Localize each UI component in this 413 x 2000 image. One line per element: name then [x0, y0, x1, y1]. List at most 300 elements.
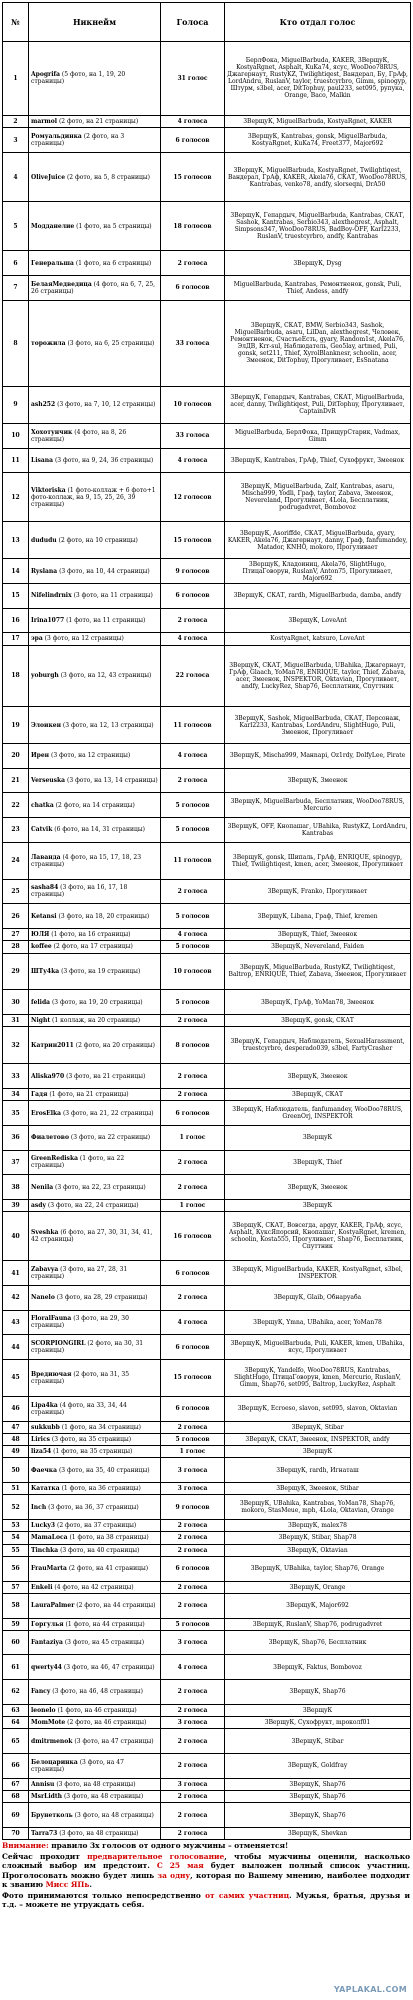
row-voters: 3ВерщуК, СКАТ, MiguelBarbuda, UBahika, Джагернаут, ГрАф, Glaach, YoMan78, ENRIQUE, taylor, Thief, Zabava, acer, Змеенок, INSPEKTOR, Oktavian, Прогуливает, andfy, LuckyRez, Shap76, Бесплатник, Спуттник — [225, 645, 411, 707]
row-voters: 3ВерщуК, Змеенок — [225, 1175, 411, 1200]
table-row — [3, 928, 411, 940]
row-voters: 3ВерщуК, Shap76 — [225, 1680, 411, 1705]
table-row — [3, 1446, 411, 1458]
table-row — [3, 904, 411, 929]
row-nickname-cell — [29, 1089, 161, 1101]
row-nickname-cell — [29, 633, 161, 645]
row-nickname-cell — [29, 1335, 161, 1360]
row-nickname-cell — [29, 1532, 161, 1544]
row-vote-count: 18 голосов — [161, 202, 225, 251]
row-number: 24 — [3, 842, 29, 879]
row-number: 49 — [3, 1446, 29, 1458]
row-nickname: ash252 — [31, 401, 56, 409]
row-photo-info: (3 фото, на 40 страницы) — [60, 1546, 140, 1554]
row-voters: 3ВерщуК, Shevkan — [225, 1827, 411, 1839]
row-number: 28 — [3, 941, 29, 953]
row-vote-count: 1 голос — [161, 1125, 225, 1150]
row-photo-info: (3 фото, на 19, 20 страницы) — [51, 998, 143, 1006]
row-nickname: yoburgh — [31, 672, 59, 680]
row-voters: 3ВерщуК — [225, 1125, 411, 1150]
row-vote-count: 6 голосов — [161, 1556, 225, 1581]
info-paragraph — [2, 1852, 410, 1889]
row-nickname: MomMote — [31, 1719, 66, 1727]
row-photo-info: (2 фото, на 3 страницы) — [31, 133, 125, 148]
row-number: 54 — [3, 1532, 29, 1544]
row-photo-info: (3 фото, на 48 страницы) — [74, 1811, 154, 1819]
table-row — [3, 276, 411, 301]
row-voters: 3ВерщуК, Faktus, Bombovoz — [225, 1655, 411, 1680]
row-number: 62 — [3, 1680, 29, 1705]
row-vote-count: 5 голосов — [161, 1618, 225, 1630]
row-nickname: marmol — [31, 118, 58, 126]
header-votes: Голоса — [161, 3, 225, 42]
row-nickname: Enkeli — [31, 1583, 53, 1591]
row-nickname-cell — [29, 1212, 161, 1261]
row-nickname: dmitrmenok — [31, 1737, 73, 1745]
row-nickname: Ketansi — [31, 912, 57, 920]
row-vote-count: 2 голоса — [161, 1544, 225, 1556]
row-nickname-cell — [29, 1483, 161, 1495]
table-row — [3, 559, 411, 584]
row-voters: 3ВерщуК, LoveAnt — [225, 608, 411, 633]
row-nickname-cell — [29, 1495, 161, 1520]
row-nickname-cell — [29, 768, 161, 793]
row-number: 32 — [3, 1027, 29, 1064]
row-vote-count: 3 голоса — [161, 1483, 225, 1495]
row-number: 6 — [3, 251, 29, 276]
row-nickname-cell — [29, 1717, 161, 1729]
row-photo-info: (2 фото, на 20 страницы) — [75, 1041, 155, 1049]
row-nickname: БелаяМедведица — [31, 280, 92, 288]
row-voters: 3ВерщуК, СКАТ — [225, 1089, 411, 1101]
row-number: 64 — [3, 1717, 29, 1729]
table-row — [3, 1175, 411, 1200]
row-vote-count: 2 голоса — [161, 1089, 225, 1101]
row-photo-info: (1 фото, на 44 страницы) — [65, 1620, 145, 1628]
row-number: 44 — [3, 1335, 29, 1360]
row-photo-info: (3 фото, на 35 страницы) — [51, 1435, 132, 1443]
table-row — [3, 879, 411, 904]
row-vote-count: 5 голосов — [161, 1433, 225, 1445]
table-row — [3, 1717, 411, 1729]
row-nickname-cell — [29, 1753, 161, 1778]
warning-label: Внимание: — [2, 1841, 49, 1850]
table-row — [3, 990, 411, 1015]
row-voters: 3ВерщуК, Shap76 — [225, 1778, 411, 1790]
row-number: 21 — [3, 768, 29, 793]
row-voters: 3ВерщуК — [225, 1199, 411, 1211]
row-number: 68 — [3, 1790, 29, 1802]
row-vote-count: 11 голосов — [161, 707, 225, 744]
row-nickname: ШТу4ka — [31, 967, 60, 975]
row-photo-info: (1 фото, на 5 страницы) — [76, 222, 152, 230]
row-photo-info: (4 фото, на 15, 17, 18, 23 страницы) — [31, 853, 142, 868]
table-row — [3, 1458, 411, 1483]
row-voters: 3ВерщуК, MiguelBarbuda, KAKER, KostyaRgnet, s3bel, INSPEKTOR — [225, 1261, 411, 1286]
table-row — [3, 941, 411, 953]
row-number: 11 — [3, 448, 29, 473]
row-voters: 3ВерщуК, MiguelBarbuda, Zalf, Kantrabas, asaru, Mischa999, Yodli, Граф, taylor, Zabava, Змеенок, Nevereland, Прогуливает, 4Lola, Бесплатник, podrugadvret, Bombovoz — [225, 473, 411, 522]
row-number: 50 — [3, 1458, 29, 1483]
row-photo-info: (3 фото, на 7, 10, 12 страницы) — [57, 401, 156, 409]
site-watermark: YAPLAKAL.COM — [333, 1985, 407, 1994]
row-vote-count: 2 голоса — [161, 1729, 225, 1754]
row-voters: 3ВерщуК, Shap76 — [225, 1790, 411, 1802]
highlight: Мисс ЯПь — [45, 1879, 90, 1889]
table-row — [3, 42, 411, 116]
row-number: 7 — [3, 276, 29, 301]
row-voters: 3ВерщуК, Mischa999, Maнnapi, Oz1rdy, DolfyLee, Pirate — [225, 744, 411, 769]
row-nickname: эра — [31, 635, 43, 643]
row-vote-count: 3 голоса — [161, 1630, 225, 1655]
row-nickname-cell — [29, 1125, 161, 1150]
row-vote-count: 16 голосов — [161, 1212, 225, 1261]
row-number: 1 — [3, 42, 29, 116]
table-row — [3, 1101, 411, 1126]
row-nickname: Lucky3 — [31, 1522, 56, 1530]
row-photo-info: (3 фото, на 21, 22 страницы) — [62, 1109, 154, 1117]
row-vote-count: 11 голосов — [161, 842, 225, 879]
row-voters: 3ВерщуК, Shap76, Бесплатник — [225, 1630, 411, 1655]
row-photo-info: (2 фото, на 44 страницы) — [76, 1602, 156, 1610]
table-row — [3, 1803, 411, 1828]
text: Фото принимаются только непосредственно — [2, 1891, 206, 1901]
text: . Мужья, братья, друзья и т.д. – можете не утруждать себя. — [2, 1891, 410, 1910]
row-photo-info: (2 фото, на 30, 31 страницы) — [31, 1340, 144, 1355]
table-row — [3, 1520, 411, 1532]
row-number: 63 — [3, 1704, 29, 1716]
row-nickname: Вредиючая — [31, 1370, 72, 1378]
row-nickname: торожила — [31, 339, 66, 347]
row-nickname-cell — [29, 904, 161, 929]
table-row — [3, 300, 411, 386]
row-nickname: koffee — [31, 943, 52, 951]
row-vote-count: 3 голоса — [161, 1717, 225, 1729]
table-row — [3, 1630, 411, 1655]
row-nickname: Lirics — [31, 1435, 50, 1443]
row-photo-info: (1 фото, на 34 страницы) — [61, 1423, 141, 1431]
row-nickname: Ромуальдинка — [31, 133, 82, 141]
row-nickname-cell — [29, 1310, 161, 1335]
row-nickname-cell — [29, 1446, 161, 1458]
row-vote-count: 1 голос — [161, 1199, 225, 1211]
row-nickname-cell — [29, 1778, 161, 1790]
row-vote-count: 4 голоса — [161, 633, 225, 645]
row-vote-count: 15 голосов — [161, 152, 225, 201]
row-voters: 3ВерщуК, Franko, Прогуливает — [225, 879, 411, 904]
row-number: 34 — [3, 1089, 29, 1101]
row-nickname-cell — [29, 276, 161, 301]
row-number: 59 — [3, 1618, 29, 1630]
row-photo-info: (3 фото, на 16, 17, 18 страницы) — [31, 884, 128, 899]
row-number: 48 — [3, 1433, 29, 1445]
row-vote-count: 5 голосов — [161, 990, 225, 1015]
row-photo-info: (3 фото, на 19 страницы) — [61, 967, 141, 975]
row-nickname-cell — [29, 1101, 161, 1126]
row-photo-info: (1 фото, на 35 страницы) — [53, 1448, 133, 1456]
row-voters: 3ВерщуК, UBahika, Kantrabas, YoMan78, Shap76, mokoro, StasMeue, mph, 4Lola, Oktavian, Orange — [225, 1495, 411, 1520]
row-photo-info: (3 фото, на 13, 14 страницы) — [67, 777, 158, 785]
row-nickname-cell — [29, 202, 161, 251]
row-nickname: Viktoriska — [31, 486, 66, 494]
row-nickname-cell — [29, 473, 161, 522]
row-vote-count: 2 голоса — [161, 879, 225, 904]
row-number: 67 — [3, 1778, 29, 1790]
header-voters: Кто отдал голос — [225, 3, 411, 42]
row-vote-count: 5 голосов — [161, 904, 225, 929]
table-row — [3, 1680, 411, 1705]
row-number: 36 — [3, 1125, 29, 1150]
row-nickname-cell — [29, 448, 161, 473]
row-number: 16 — [3, 608, 29, 633]
row-nickname-cell — [29, 1261, 161, 1286]
row-voters: 3ВерщуК, Oktavian — [225, 1544, 411, 1556]
row-voters: 3ВерщуК, RuslanV, Shap76, podrugadvret — [225, 1618, 411, 1630]
row-vote-count: 10 голосов — [161, 386, 225, 423]
highlight: за одну — [157, 1870, 191, 1880]
row-nickname-cell — [29, 423, 161, 448]
row-nickname: Горгулья — [31, 1620, 64, 1628]
row-vote-count: 6 голосов — [161, 1101, 225, 1126]
row-vote-count: 2 голоса — [161, 768, 225, 793]
row-nickname-cell — [29, 1680, 161, 1705]
table-row — [3, 1753, 411, 1778]
row-number: 15 — [3, 584, 29, 609]
row-nickname: MamaLoca — [31, 1534, 68, 1542]
row-vote-count: 2 голоса — [161, 608, 225, 633]
table-row — [3, 1581, 411, 1593]
row-photo-info: (4 фото, на 6, 7, 25, 26 страницы) — [31, 280, 156, 295]
row-nickname: Night — [31, 1017, 51, 1025]
row-voters: 3ВерщуК, MiguelBarbuda, RustyKZ, Twilightiqest, Baltrop, ENRIQUE, Thief, Zabava, Змеенок, Прогуливает — [225, 953, 411, 990]
row-number: 43 — [3, 1310, 29, 1335]
row-vote-count: 9 голосов — [161, 1495, 225, 1520]
row-nickname-cell — [29, 251, 161, 276]
row-voters: 3ВерщуК, UBahika, taylor, Shap76, Orange — [225, 1556, 411, 1581]
row-vote-count: 2 голоса — [161, 1680, 225, 1705]
row-nickname: Фаечка — [31, 1466, 58, 1474]
row-nickname-cell — [29, 1729, 161, 1754]
row-vote-count: 3 голоса — [161, 1458, 225, 1483]
row-number: 46 — [3, 1396, 29, 1421]
row-nickname: Хохотунчик — [31, 428, 73, 436]
row-nickname-cell — [29, 1458, 161, 1483]
row-nickname-cell — [29, 1581, 161, 1593]
row-photo-info: (2 фото, на 14 страницы) — [55, 801, 135, 809]
row-photo-info: (2 фото, на 46 страницы) — [67, 1719, 147, 1727]
warning-note — [2, 1841, 410, 1850]
row-nickname: Nifelindrnix — [31, 592, 72, 600]
table-row — [3, 1212, 411, 1261]
row-vote-count: 6 голосов — [161, 128, 225, 153]
row-voters: 3ВерщуК, Змеенок — [225, 768, 411, 793]
row-photo-info: (3 фото, на 47 страницы) — [74, 1737, 154, 1745]
highlight: С 25 мая — [156, 1861, 204, 1871]
row-nickname: ErosElka — [31, 1109, 62, 1117]
table-row — [3, 1778, 411, 1790]
table-row — [3, 1421, 411, 1433]
row-photo-info: (3 фото, на 9, 24, 36 страницы) — [54, 456, 154, 464]
row-voters: 3ВерщуК — [225, 1704, 411, 1716]
row-number: 5 — [3, 202, 29, 251]
row-number: 58 — [3, 1593, 29, 1618]
row-vote-count: 6 голосов — [161, 1396, 225, 1421]
row-photo-info: (1 коллаж, на 20 страницы) — [52, 1017, 141, 1025]
row-nickname: Aliska970 — [31, 1072, 65, 1080]
row-number: 55 — [3, 1544, 29, 1556]
table-row — [3, 1027, 411, 1064]
text: будет выложен полный список участниц. Проголосовать можно будет лишь — [2, 1861, 410, 1880]
row-photo-info: (3 фото, на 22, 24 страницы) — [47, 1201, 139, 1209]
row-voters: 3ВерщуК, Kantrabas, ГрАф, Thief, Сухофрукт, Змеенок — [225, 448, 411, 473]
table-row — [3, 1556, 411, 1581]
row-photo-info: (2 фото, на 10 страницы) — [58, 536, 138, 544]
row-nickname: Fantaziya — [31, 1639, 63, 1647]
row-photo-info: (1 фото, на 46 страницы) — [57, 1706, 137, 1714]
row-voters: 3ВерщуК, Dysg — [225, 251, 411, 276]
row-vote-count: 4 голоса — [161, 1655, 225, 1680]
row-voters: 3ВерщуК, Kantrabas, gonsk, MiguelBarbuda, KostyaRgnet, KuKa74, Freet377, Major692 — [225, 128, 411, 153]
row-number: 12 — [3, 473, 29, 522]
row-nickname-cell — [29, 1803, 161, 1828]
row-photo-info: (1 фото, на 36 страницы) — [61, 1485, 141, 1493]
row-nickname-cell — [29, 1520, 161, 1532]
row-nickname-cell — [29, 608, 161, 633]
row-photo-info: (3 фото, на 27, 28, 31 страницы) — [31, 1266, 128, 1281]
row-nickname: Генеральша — [31, 259, 74, 267]
row-number: 60 — [3, 1630, 29, 1655]
row-number: 20 — [3, 744, 29, 769]
row-nickname: LauraPalmer — [31, 1602, 75, 1610]
row-number: 13 — [3, 522, 29, 559]
row-nickname: FloralFauna — [31, 1315, 72, 1323]
row-vote-count: 1 голос — [161, 1446, 225, 1458]
row-vote-count: 10 голосов — [161, 953, 225, 990]
table-row — [3, 793, 411, 818]
row-nickname: Катрин2011 — [31, 1041, 74, 1049]
row-voters: 3ВерщуК, MiguelBarbuda, Бесплатник, WooDoo78RUS, Mercurio — [225, 793, 411, 818]
row-nickname: liza54 — [31, 1448, 52, 1456]
row-photo-info: (2 фото, на 37 страницы) — [56, 1522, 137, 1530]
row-photo-info: (3 фото, на 45 страницы) — [64, 1639, 145, 1647]
row-voters: 3ВерщуК, Наблюдатель, fanfumandey, WooDoo78RUS, GreenOrj, INSPEKTOR — [225, 1101, 411, 1126]
row-vote-count: 2 голоса — [161, 251, 225, 276]
row-nickname: Lipa4ka — [31, 1401, 58, 1409]
row-photo-info: (2 фото, на 21 страницы) — [58, 118, 139, 126]
table-row — [3, 1396, 411, 1421]
row-nickname: Лаванда — [31, 853, 61, 861]
row-number: 39 — [3, 1199, 29, 1211]
table-row — [3, 1790, 411, 1802]
row-voters: 3ВерщуК, gonsk, СКАТ — [225, 1015, 411, 1027]
row-number: 38 — [3, 1175, 29, 1200]
table-row — [3, 953, 411, 990]
table-row — [3, 584, 411, 609]
table-row — [3, 448, 411, 473]
row-voters: 3ВерщуК, MiguelBarbuda, Puli, KAKER, kmen, UBahika, ясус, Прогуливает — [225, 1335, 411, 1360]
row-nickname: Фиалетово — [31, 1134, 69, 1142]
row-photo-info: (3 фото, на 36, 37 страницы) — [48, 1503, 139, 1511]
row-photo-info: (3 фото, на 48 страницы) — [59, 1829, 139, 1837]
row-vote-count: 6 голосов — [161, 1261, 225, 1286]
row-vote-count: 2 голоса — [161, 1827, 225, 1839]
row-nickname: Zabavya — [31, 1266, 59, 1274]
row-nickname-cell — [29, 990, 161, 1015]
row-photo-info: (3 фото, на 12 страницы) — [51, 752, 131, 760]
table-row — [3, 1433, 411, 1445]
row-nickname: Модданелие — [31, 222, 75, 230]
row-number: 56 — [3, 1556, 29, 1581]
row-number: 3 — [3, 128, 29, 153]
votes-table — [2, 2, 411, 1840]
row-vote-count: 4 голоса — [161, 448, 225, 473]
row-vote-count: 15 голосов — [161, 522, 225, 559]
row-vote-count: 15 голосов — [161, 1359, 225, 1396]
row-vote-count: 5 голосов — [161, 793, 225, 818]
row-vote-count: 3 голоса — [161, 1778, 225, 1790]
row-nickname: OliveJuice — [31, 173, 66, 181]
row-nickname: sasha84 — [31, 884, 59, 892]
table-row — [3, 1704, 411, 1716]
row-number: 69 — [3, 1803, 29, 1828]
row-photo-info: (2 фото, на 31, 35 страницы) — [31, 1370, 130, 1385]
row-number: 45 — [3, 1359, 29, 1396]
row-voters: MiguelBarbuda, БерлФока, ПрищурСтарик, Vadmax, Gimm — [225, 423, 411, 448]
row-nickname-cell — [29, 1015, 161, 1027]
row-number: 37 — [3, 1150, 29, 1175]
row-nickname-cell — [29, 707, 161, 744]
row-nickname-cell — [29, 1421, 161, 1433]
row-nickname-cell — [29, 1027, 161, 1064]
row-nickname-cell — [29, 386, 161, 423]
row-nickname: Tinchka — [31, 1546, 59, 1554]
row-voters: 3ВерщуК, gonsk, Шипаль, ГрАф, ENRIQUE, spinogyp, Thief, Twilightiqest, kmen, acer, Змеенок, Прогуливает — [225, 842, 411, 879]
table-row — [3, 1125, 411, 1150]
table-row — [3, 152, 411, 201]
row-nickname: qwerty44 — [31, 1663, 62, 1671]
row-number: 33 — [3, 1064, 29, 1089]
row-number: 66 — [3, 1753, 29, 1778]
row-number: 40 — [3, 1212, 29, 1261]
row-photo-info: (3 фото, на 21 страницы) — [66, 1072, 146, 1080]
table-row — [3, 386, 411, 423]
row-vote-count: 2 голоса — [161, 1286, 225, 1311]
row-nickname: Inch — [31, 1503, 47, 1511]
row-number: 10 — [3, 423, 29, 448]
photo-paragraph — [2, 1891, 410, 1909]
row-number: 29 — [3, 953, 29, 990]
row-nickname: asdy — [31, 1201, 46, 1209]
row-photo-info: (5 фото, на 1, 19, 20 страницы) — [31, 71, 126, 86]
row-nickname: Lisana — [31, 456, 54, 464]
row-voters: 3ВерщуК, Змеенок — [225, 1064, 411, 1089]
table-row — [3, 202, 411, 251]
row-vote-count: 2 голоса — [161, 1175, 225, 1200]
row-nickname: Sveshka — [31, 1229, 59, 1237]
text: Сейчас проходит — [2, 1852, 88, 1862]
row-number: 47 — [3, 1421, 29, 1433]
row-nickname: dududu — [31, 536, 57, 544]
table-row — [3, 522, 411, 559]
warning-text: правило 3х голосов от одного мужчины – отменяется! — [48, 1841, 289, 1850]
row-photo-info: (3 фото, на 12, 43 страницы) — [60, 672, 152, 680]
highlight: от самих участниц — [205, 1891, 290, 1901]
row-vote-count: 6 голосов — [161, 584, 225, 609]
table-row — [3, 1827, 411, 1839]
row-number: 9 — [3, 386, 29, 423]
row-vote-count: 22 голоса — [161, 645, 225, 707]
table-row — [3, 128, 411, 153]
